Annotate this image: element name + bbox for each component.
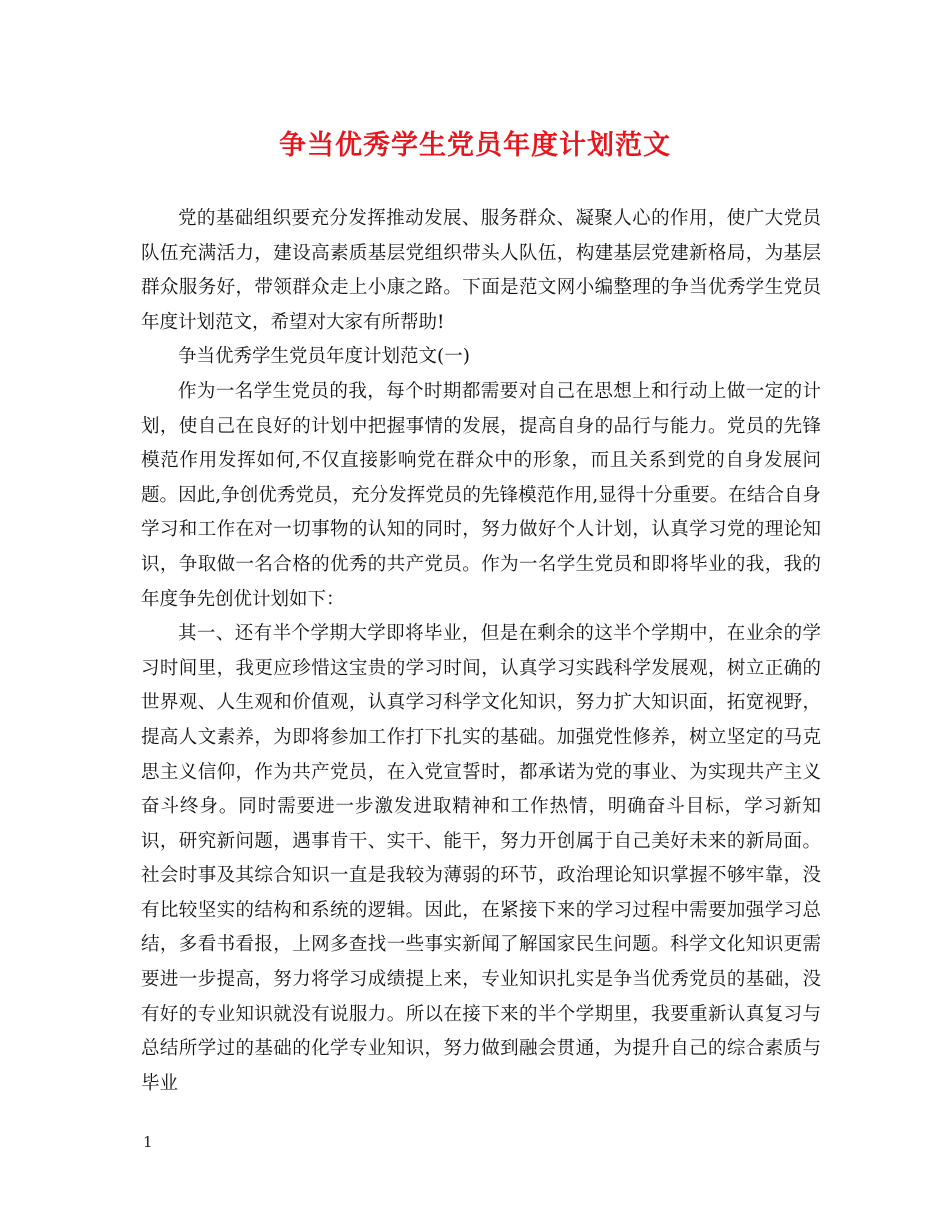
document-title: 争当优秀学生党员年度计划范文 — [279, 130, 671, 161]
document-body — [141, 202, 821, 1101]
paragraph-plan-item-one: 其一、还有半个学期大学即将毕业，但是在剩余的这半个学期中，在业余的学习时间里，我更应珍惜这宝贵的学习时间，认真学习实践科学发展观，树立正确的世界观、人生观和价值观，认真学习科学文化知识，努力扩大知识面，拓宽视野，提高人文素养，为即将参加工作打下扎实的基础。加强党性修养，树立坚定的马克思主义信仰，作为共产党员，在入党宣誓时，都承诺为党的事业、为实现共产主义奋斗终身。同时需要进一步激发进取精神和工作热情，明确奋斗目标，学习新知识，研究新问题，遇事肯干、实干、能干，努力开创属于自己美好未来的新局面。社会时事及其综合知识一直是我较为薄弱的环节，政治理论知识掌握不够牢靠，没有比较坚实的结构和系统的逻辑。因此，在紧接下来的学习过程中需要加强学习总结，多看书看报，上网多查找一些事实新闻了解国家民生问题。科学文化知识更需要进一步提高，努力将学习成绩提上来，专业知识扎实是争当优秀党员的基础，没有好的专业知识就没有说服力。所以在接下来的半个学期里，我要重新认真复习与总结所学过的基础的化学专业知识，努力做到融会贯通，为提升自己的综合素质与毕业 — [141, 623, 821, 1094]
paragraph-plan-overview: 作为一名学生党员的我，每个时期都需要对自己在思想上和行动上做一定的计划，使自己在良好的计划中把握事情的发展，提高自身的品行与能力。党员的先锋模范作用发挥如何,不仅直接影响党在群众中的形象，而且关系到党的自身发展问题。因此,争创优秀党员，充分发挥党员的先锋模范作用,显得十分重要。在结合自身学习和工作在对一切事物的认知的同时，努力做好个人计划，认真学习党的理论知识，争取做一名合格的优秀的共产党员。作为一名学生党员和即将毕业的我，我的年度争先创优计划如下： — [141, 380, 821, 610]
paragraph-section-heading: 争当优秀学生党员年度计划范文(一) — [178, 346, 470, 368]
paragraph-intro: 党的基础组织要充分发挥推动发展、服务群众、凝聚人心的作用，使广大党员队伍充满活力，建设高素质基层党组织带头人队伍，构建基层党建新格局，为基层群众服务好，带领群众走上小康之路。下面是范文网小编整理的争当优秀学生党员年度计划范文，希望对大家有所帮助! — [141, 208, 821, 333]
page-number: 1 — [143, 1133, 153, 1151]
